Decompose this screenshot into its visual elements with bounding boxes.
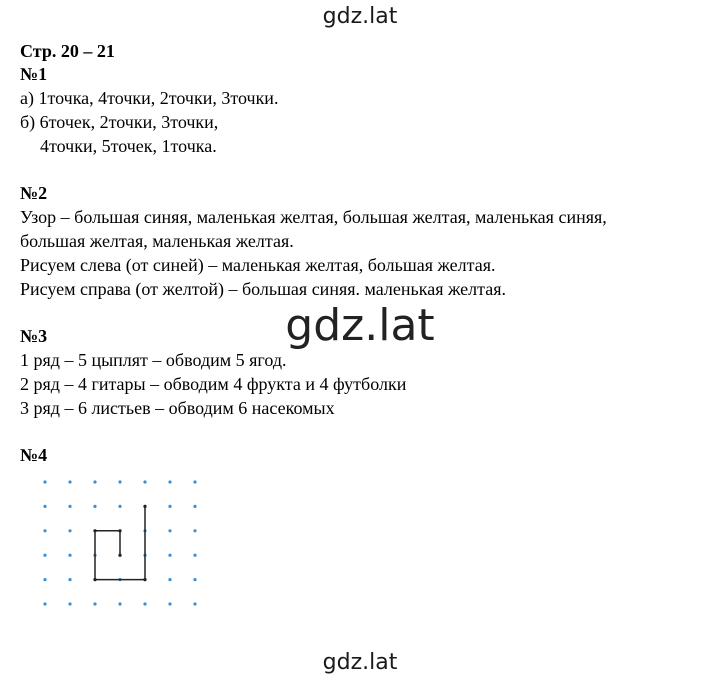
grid-dot [43,602,46,605]
grid-dot [168,602,171,605]
grid-dot [43,480,46,483]
path-vertex [143,578,146,581]
task3-line-2: 2 ряд – 4 гитары – обводим 4 фрукта и 4 футболки [20,374,407,394]
grid-dot [143,480,146,483]
path-vertex [118,554,121,557]
grid-dot [93,602,96,605]
grid-dot [68,554,71,557]
watermark-top: gdz.lat [322,4,398,29]
path-vertex [93,578,96,581]
grid-dot [43,578,46,581]
grid-dot [193,529,196,532]
grid-dot [193,602,196,605]
grid-dot [68,578,71,581]
grid-dot [168,505,171,508]
grid-dot [168,480,171,483]
grid-dot [68,602,71,605]
task1-line-b1: б) 6точек, 2точки, 3точки, [20,112,219,132]
grid-dot [168,578,171,581]
grid-dot [93,505,96,508]
grid-dot [68,529,71,532]
path-vertex [118,529,121,532]
grid-dot [118,505,121,508]
drawn-path [95,506,145,579]
task1-line-b2: 4точки, 5точек, 1точка. [40,136,217,156]
grid-dot [43,529,46,532]
task2-line-2: большая желтая, маленькая желтая. [20,231,294,251]
task1-line-a: а) 1точка, 4точки, 2точки, 3точки. [20,88,279,108]
grid-dot [118,602,121,605]
task2-line-1: Узор – большая синяя, маленькая желтая, большая желтая, маленькая синяя, [20,207,607,227]
grid-dot [193,578,196,581]
task3-title: №3 [20,326,48,346]
grid-dot [193,554,196,557]
task3-line-1: 1 ряд – 5 цыплят – обводим 5 ягод. [20,350,287,370]
task3-line-3: 3 ряд – 6 листьев – обводим 6 насекомых [20,398,335,418]
grid-dot [168,529,171,532]
task4-title: №4 [20,445,48,465]
grid-dot [193,480,196,483]
grid-dot [43,554,46,557]
grid-dot [118,480,121,483]
page-range-heading: Стр. 20 – 21 [20,41,115,61]
watermark-bottom: gdz.lat [322,650,398,675]
grid-dot [93,480,96,483]
task1-title: №1 [20,64,48,84]
task2-title: №2 [20,183,48,203]
task2-line-4: Рисуем справа (от желтой) – большая синяя. маленькая желтая. [20,279,506,299]
path-vertex [143,505,146,508]
grid-dot [168,554,171,557]
grid-dot [43,505,46,508]
grid-dot [193,505,196,508]
grid-dot [68,480,71,483]
watermark-middle: gdz.lat [285,300,435,351]
grid-dot [143,602,146,605]
grid-dot [68,505,71,508]
task2-line-3: Рисуем слева (от синей) – маленькая желтая, большая желтая. [20,255,496,275]
path-vertex [93,529,96,532]
